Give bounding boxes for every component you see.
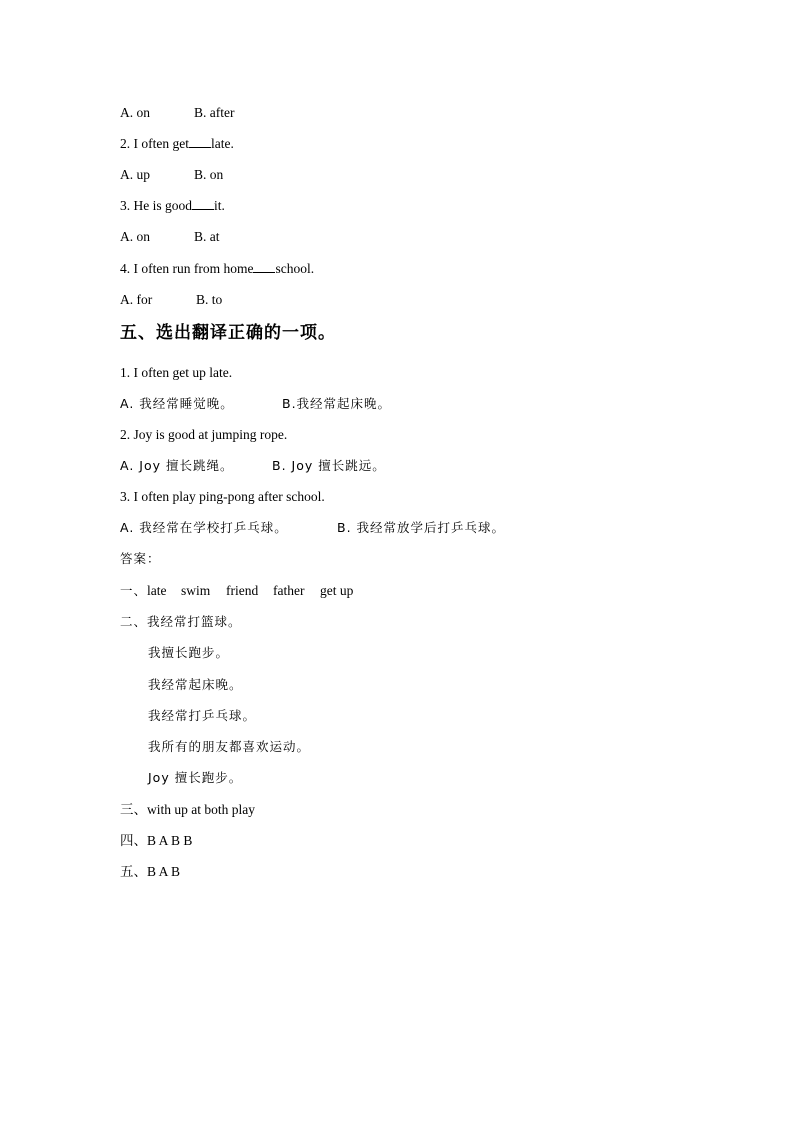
answers-part2-line: Joy 擅长跑步。: [148, 770, 243, 785]
answer-blank: [192, 197, 214, 210]
s5-q3: 3. I often play ping-pong after school.: [120, 489, 325, 504]
answers-part2-line: 我经常起床晚。: [148, 677, 243, 692]
s5-q1-option-b: B.我经常起床晚。: [282, 396, 392, 411]
answers-part2-line: 我所有的朋友都喜欢运动。: [148, 739, 311, 754]
q4-option-a: A. for: [120, 292, 153, 307]
q2-option-b: B. on: [194, 167, 224, 182]
answers-part2-line: 我经常打乒乓球。: [148, 708, 257, 723]
s5-q3-options: [120, 519, 505, 537]
answers-part4: 四、B A B B: [120, 833, 193, 848]
s5-q2-option-a: A. Joy 擅长跳绳。: [120, 458, 234, 473]
answers-title: 答案：: [120, 551, 161, 566]
answers-part2-prefix: 二、: [120, 614, 148, 629]
s5-q2-option-b: B. Joy 擅长跳远。: [272, 458, 386, 473]
answers-part3: 三、with up at both play: [120, 802, 255, 817]
answer-word: friend: [226, 583, 259, 598]
q4-option-b: B. to: [196, 292, 223, 307]
answer-blank: [189, 135, 211, 148]
q4-question: [120, 260, 314, 278]
answer-word: late: [147, 583, 167, 598]
q3-options: [120, 228, 220, 246]
q3-question-start: 3. He is good: [120, 198, 192, 213]
q3-question: [120, 197, 225, 215]
answer-word: father: [273, 583, 305, 598]
s5-q1-options: [120, 395, 391, 413]
q4-question-start: 4. I often run from home: [120, 261, 254, 276]
section5-heading: 五、选出翻译正确的一项。: [120, 323, 336, 343]
q4-options: [120, 291, 222, 309]
q2-question-start: 2. I often get: [120, 136, 189, 151]
q2-question-end: late.: [210, 136, 234, 151]
q2-option-a: A. up: [120, 167, 150, 182]
answers-part1: [120, 582, 353, 600]
answer-blank: [253, 260, 275, 273]
q3-question-end: it.: [214, 198, 225, 213]
answers-part2-line: 我经常打篮球。: [147, 614, 242, 629]
answers-part1-prefix: 一、: [120, 583, 148, 598]
s5-q1-option-a: A. 我经常睡觉晚。: [120, 396, 234, 411]
q1-option-b: B. after: [194, 105, 235, 120]
q1-option-a: A. on: [120, 105, 150, 120]
answers-part5: 五、B A B: [120, 864, 181, 879]
answers-part2-first: [120, 613, 242, 631]
q4-question-end: school.: [275, 261, 315, 276]
q2-question: [120, 135, 234, 153]
answer-word: swim: [181, 583, 211, 598]
answers-part2-line: 我擅长跑步。: [148, 645, 230, 660]
q1-options: [120, 104, 234, 122]
answer-word: get up: [320, 583, 354, 598]
q3-option-b: B. at: [194, 229, 220, 244]
s5-q2: 2. Joy is good at jumping rope.: [120, 427, 288, 442]
q2-options: [120, 166, 223, 184]
s5-q3-option-a: A. 我经常在学校打乒乓球。: [120, 520, 288, 535]
s5-q1: 1. I often get up late.: [120, 365, 233, 380]
s5-q3-option-b: B. 我经常放学后打乒乓球。: [337, 520, 506, 535]
q3-option-a: A. on: [120, 229, 150, 244]
s5-q2-options: [120, 457, 386, 475]
